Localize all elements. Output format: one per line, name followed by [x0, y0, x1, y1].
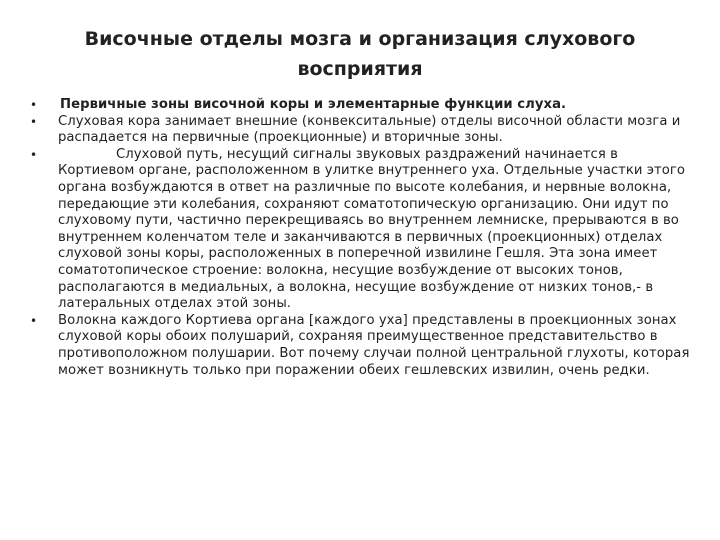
bullet-list [28, 97, 696, 379]
slide-title: Височные отделы мозга и организация слухового восприятия [84, 28, 636, 80]
bullet-item [28, 97, 696, 114]
bullet-item [28, 114, 696, 147]
bullet-dot-icon: • [30, 98, 38, 112]
bullet-dot-icon: • [30, 147, 38, 162]
bullet-text: Слуховой путь, несущий сигналы звуковых раздражений начинается в Кортиевом органе, расположенном в улитке внутреннего уха. Отдельные участки этого органа возбуждаются в ответ на различные по высоте колебания, и нервные волокна, передающие эти колебания, сохраняют соматотопическую организацию. Они идут по слуховому пути, частично перекрещиваясь во внутреннем лемниске, прерываются в во внутреннем коленчатом теле и заканчиваются в первичных (проекционных) отделах слуховой зоны коры, расположенных в поперечной извилине Гешля. Эта зона имеет соматотопическое строение: волокна, несущие возбуждение от высоких тонов, располагаются в медиальных, а волокна, несущие возбуждение от низких тонов,- в латеральных отделах этой зоны. [58, 146, 685, 312]
bullet-text: Первичные зоны височной коры и элементарные функции слуха. [60, 97, 567, 112]
bullet-text: Волокна каждого Кортиева органа [каждого уха] представлены в проекционных зонах слуховой коры обоих полушарий, сохраняя преимущественное представительство в противоположном полушарии. Вот почему случаи полной центральной глухоты, которая может возникнуть только при поражении обеих гешлевских извилин, очень редки. [58, 312, 690, 378]
bullet-text: Слуховая кора занимает внешние (конвекситальные) отделы височной области мозга и распадается на первичные (проекционные) и вторичные зоны. [58, 113, 681, 146]
bullet-dot-icon: • [30, 114, 38, 129]
bullet-item [28, 313, 696, 379]
bullet-item [28, 147, 696, 313]
bullet-dot-icon: • [30, 313, 38, 328]
